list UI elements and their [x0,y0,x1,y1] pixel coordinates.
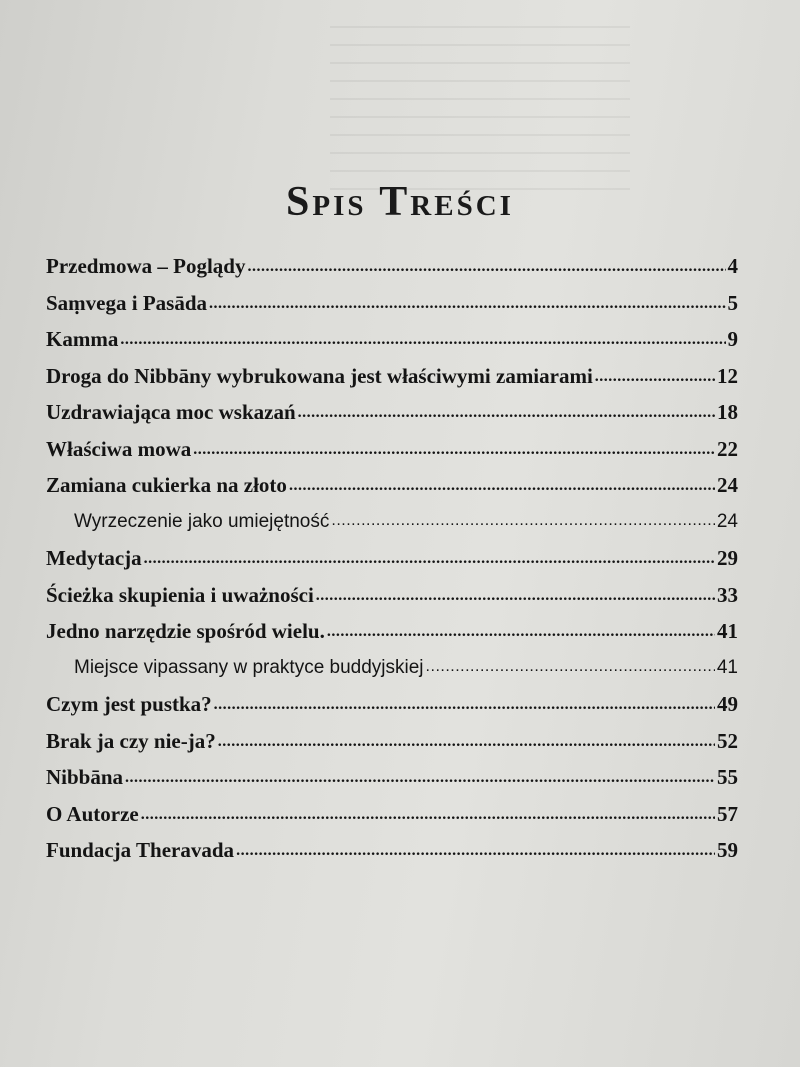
toc-page-number: 33 [717,582,738,607]
toc-entry[interactable] [46,577,738,614]
toc-entry-label: Brak ja czy nie-ja? [46,728,216,753]
toc-entry[interactable] [46,540,738,577]
toc-entry-label: Fundacja Theravada [46,838,235,862]
table-of-contents [46,248,738,869]
toc-page-number: 5 [727,290,738,315]
toc-entry[interactable] [46,285,738,322]
toc-page-number: 24 [716,510,738,532]
toc-page-number: 18 [717,400,738,424]
toc-page-number: 41 [716,656,738,678]
toc-leader-dots [236,830,715,870]
toc-entry-label: Medytacja [46,546,142,570]
toc-page-number: 4 [727,254,738,278]
page-title: Spis Treści [286,179,514,225]
toc-leader-dots [316,575,715,615]
toc-entry[interactable] [46,321,738,358]
toc-page-number: 22 [717,436,738,461]
toc-entry[interactable] [46,394,738,431]
toc-entry-label: Właściwa mowa [46,436,192,461]
toc-page-number: 29 [717,546,738,570]
toc-page-number: 24 [717,473,738,497]
toc-leader-dots [595,356,715,396]
toc-leader-dots [289,465,715,505]
toc-entry-label: Miejsce vipassany w praktyce buddyjskiej [74,656,424,678]
toc-subentry[interactable] [46,504,738,541]
toc-entry[interactable] [46,723,738,760]
toc-subentry[interactable] [46,650,738,687]
toc-page-number: 41 [717,619,738,643]
toc-page-number: 55 [717,765,738,789]
toc-entry[interactable] [46,467,738,504]
toc-leader-dots [209,283,725,323]
toc-entry-label: Zamiana cukierka na złoto [46,473,287,497]
toc-entry-label: Saṃvega i Pasāda [46,290,208,315]
toc-entry[interactable] [46,358,738,395]
toc-leader-dots [218,721,715,761]
bleed-through-text [330,20,630,190]
toc-entry[interactable] [46,686,738,723]
toc-page-number: 52 [717,728,738,753]
toc-leader-dots [426,648,715,686]
toc-entry-label: O Autorze [46,801,139,826]
toc-entry-label: Droga do Nibbāny wybrukowana jest właściwymi zamiarami [46,363,593,388]
toc-entry[interactable] [46,796,738,833]
toc-entry[interactable] [46,248,738,285]
toc-page-number: 9 [727,327,738,351]
toc-page-number: 49 [717,692,738,716]
toc-entry-label: Jedno narzędzie spośród wielu. [46,619,325,643]
toc-entry-label: Ścieżka skupienia i uważności [46,582,314,607]
toc-page-number: 59 [717,838,738,862]
toc-entry-label: Uzdrawiająca moc wskazań [46,400,296,424]
toc-leader-dots [120,319,725,359]
toc-entry-label: Kamma [46,327,119,351]
toc-entry-label: Wyrzeczenie jako umiejętność [74,510,330,532]
toc-leader-dots [298,392,715,432]
toc-entry-label: Czym jest pustka? [46,692,212,716]
toc-page-number: 57 [717,801,738,826]
toc-leader-dots [214,684,715,724]
toc-entry[interactable] [46,832,738,869]
toc-leader-dots [144,538,715,578]
toc-leader-dots [141,794,715,834]
toc-entry-label: Nibbāna [46,765,124,789]
toc-entry[interactable] [46,759,738,796]
toc-leader-dots [327,611,715,651]
toc-entry[interactable] [46,613,738,650]
toc-leader-dots [125,757,715,797]
toc-entry[interactable] [46,431,738,468]
toc-page-number: 12 [717,363,738,388]
toc-leader-dots [331,502,714,540]
toc-leader-dots [247,246,725,286]
toc-entry-label: Przedmowa – Poglądy [46,254,246,278]
toc-leader-dots [193,429,715,469]
